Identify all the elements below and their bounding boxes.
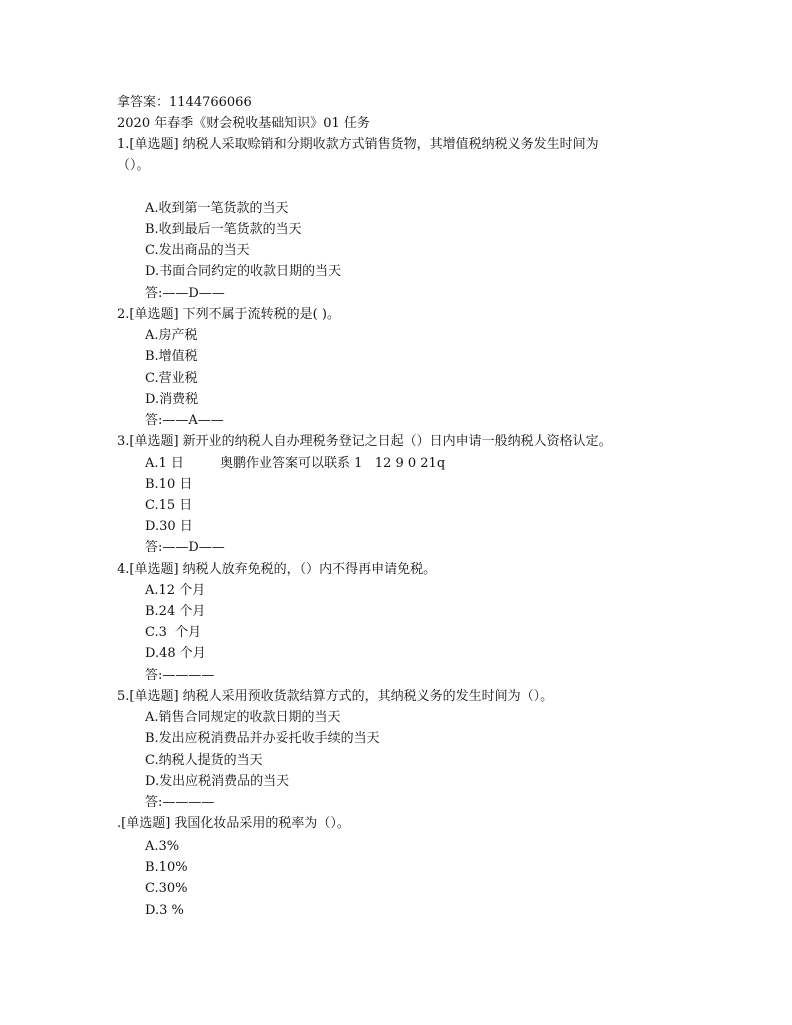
question-5-option-d: D.发出应税消费品的当天 xyxy=(145,774,290,789)
question-2-answer: 答:——A—— xyxy=(145,413,224,428)
question-1-stem-cont: （）。 xyxy=(117,158,150,173)
question-3-option-b: B.10 日 xyxy=(145,477,193,492)
question-6-option-b: B.10% xyxy=(145,860,188,875)
question-5-stem: 5.[单选题] 纳税人采用预收货款结算方式的，其纳税义务的发生时间为（）。 xyxy=(117,689,554,704)
question-4-option-d: D.48 个月 xyxy=(145,646,206,661)
document-title: 2020 年春季《财会税收基础知识》01 任务 xyxy=(117,116,370,131)
question-1-stem: 1.[单选题] 纳税人采取赊销和分期收款方式销售货物，其增值税纳税义务发生时间为 xyxy=(117,137,599,152)
question-3-option-d: D.30 日 xyxy=(145,519,193,534)
question-1-option-b: B.收到最后一笔货款的当天 xyxy=(145,222,302,237)
question-4-option-a: A.12 个月 xyxy=(145,583,206,598)
question-2-option-a: A.房产税 xyxy=(145,328,198,343)
question-3-option-c: C.15 日 xyxy=(145,498,193,513)
question-4-stem: 4.[单选题] 纳税人放弃免税的，（）内不得再申请免税。 xyxy=(117,562,437,577)
question-2-option-d: D.消费税 xyxy=(145,392,199,407)
question-2-option-c: C.营业税 xyxy=(145,371,198,386)
question-1-option-c: C.发出商品的当天 xyxy=(145,243,250,258)
question-4-answer: 答:———— xyxy=(145,668,215,683)
question-5-option-a: A.销售合同规定的收款日期的当天 xyxy=(145,710,341,725)
question-3-note: 奥鹏作业答案可以联系 1 12 9 0 21q xyxy=(220,456,446,471)
question-3-option-a: A.1 日 xyxy=(145,456,184,471)
question-6-stem: .[单选题] 我国化妆品采用的税率为（）。 xyxy=(117,816,350,831)
question-6-option-c: C.30% xyxy=(145,881,188,896)
question-1-answer: 答:——D—— xyxy=(145,286,225,301)
question-3-answer: 答:——D—— xyxy=(145,540,225,555)
question-6-option-a: A.3% xyxy=(145,839,180,854)
question-5-answer: 答:———— xyxy=(145,795,215,810)
question-4-option-b: B.24 个月 xyxy=(145,604,206,619)
question-2-stem: 2.[单选题] 下列不属于流转税的是( )。 xyxy=(117,307,340,322)
question-1-option-d: D.书面合同约定的收款日期的当天 xyxy=(145,264,342,279)
question-5-option-b: B.发出应税消费品并办妥托收手续的当天 xyxy=(145,731,380,746)
contact-line: 拿答案：1144766066 xyxy=(117,95,252,110)
question-5-option-c: C.纳税人提货的当天 xyxy=(145,753,263,768)
question-3-stem: 3.[单选题] 新开业的纳税人自办理税务登记之日起（）日内申请一般纳税人资格认定。 xyxy=(117,434,612,449)
question-4-option-c: C.3 个月 xyxy=(145,625,202,640)
question-2-option-b: B.增值税 xyxy=(145,349,198,364)
question-6-option-d: D.3 % xyxy=(145,903,184,918)
question-1-option-a: A.收到第一笔货款的当天 xyxy=(145,201,289,216)
